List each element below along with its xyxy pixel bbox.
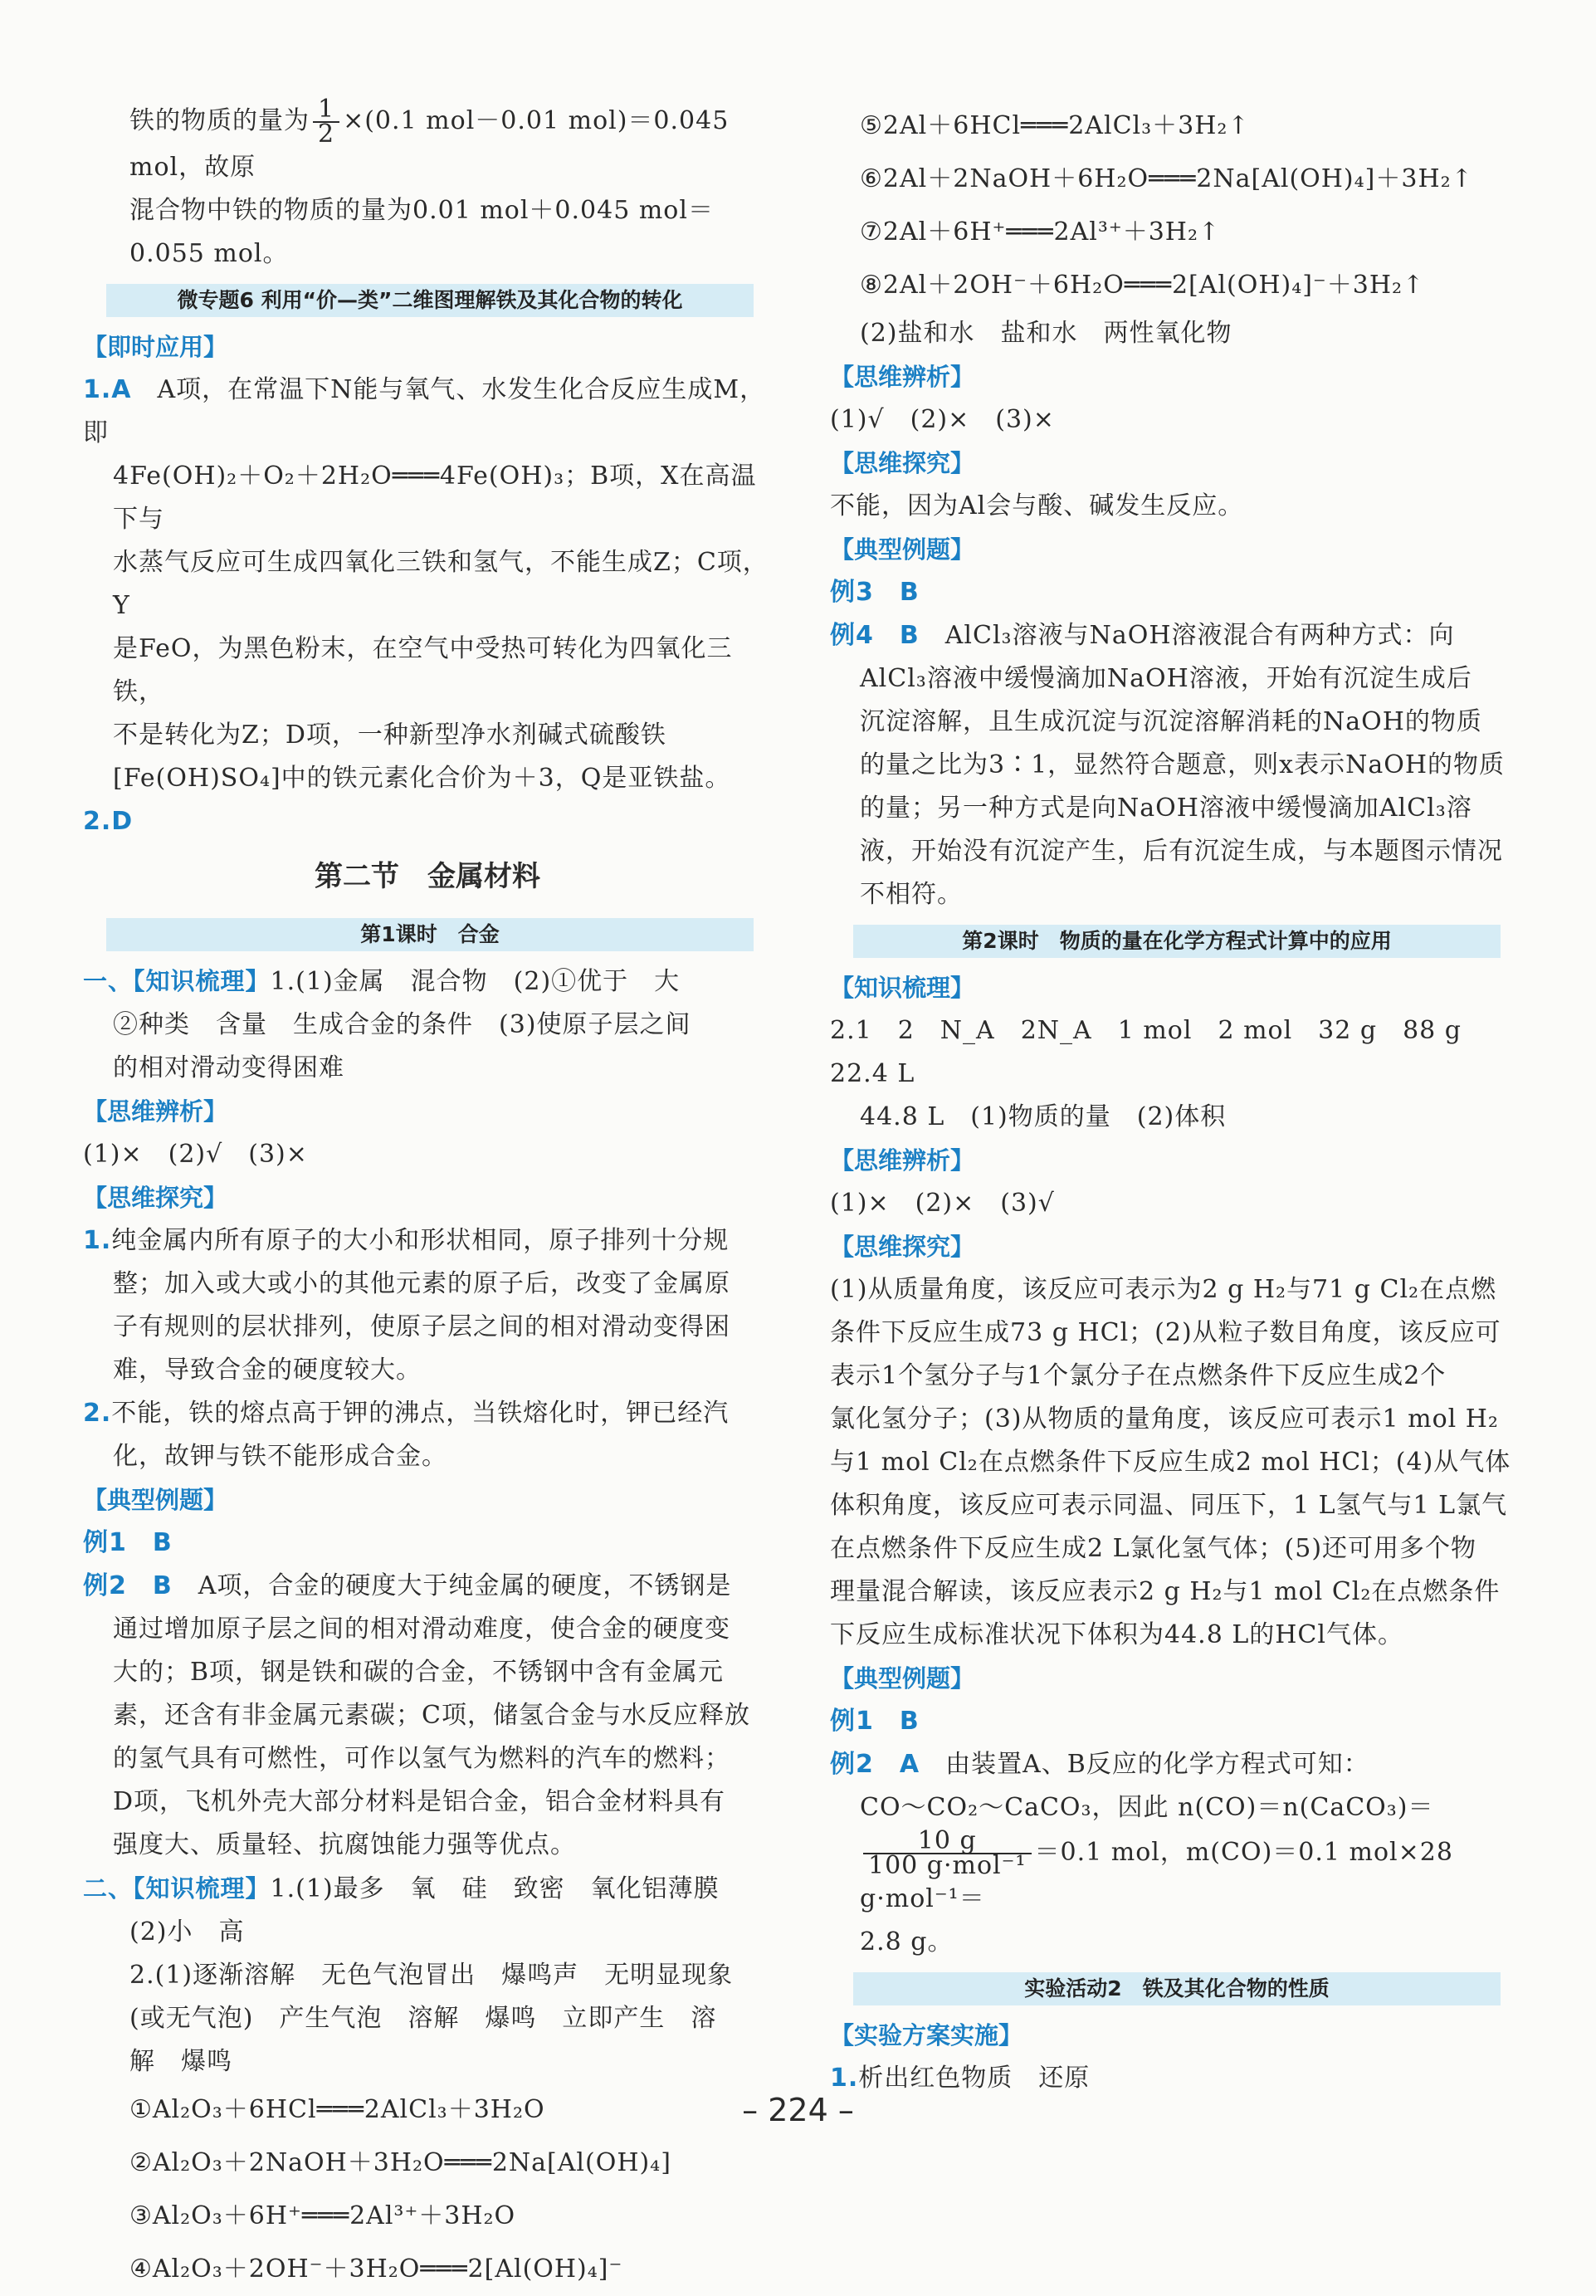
text-line: (或无气泡) 产生气泡 溶解 爆鸣 立即产生 溶 (129, 2004, 717, 2033)
tag-jishi-yingyong: 【即时应用】 (83, 333, 228, 361)
text-line: 强度大、质量轻、抗腐蚀能力强等优点。 (113, 1830, 576, 1859)
left-column (83, 95, 772, 2296)
text-line: 不是转化为Z；D项，一种新型净水剂碱式硫酸铁 (113, 721, 666, 750)
example-2: 例2 B A项，合金的硬度大于纯金属的硬度，不锈钢是 (83, 1571, 732, 1600)
text-line: 2.(1)逐渐溶解 无色气泡冒出 爆鸣声 无明显现象 (129, 1961, 734, 1990)
tag-dianxing-liti: 【典型例题】 (830, 535, 975, 564)
tag-siwei-tanjiu: 【思维探究】 (830, 449, 975, 477)
text-line: 整；加入或大或小的其他元素的原子后，改变了金属原 (113, 1269, 730, 1298)
bianxi-answers: (1)√ (2)× (3)× (830, 405, 1055, 434)
text-line: 的相对滑动变得困难 (113, 1053, 344, 1082)
text-line: 化，故钾与铁不能形成合金。 (113, 1442, 447, 1471)
tag-siwei-bianxi: 【思维辨析】 (83, 1097, 228, 1126)
equation: ③Al₂O₃＋6H⁺═══2Al³⁺＋3H₂O (129, 2201, 516, 2230)
question-1: 1.A A项，在常温下N能与氧气、水发生化合反应生成M，即 (83, 375, 766, 447)
activity-band: 实验活动2 铁及其化合物的性质 (853, 1972, 1501, 2005)
bianxi-answers: (1)× (2)√ (3)× (83, 1140, 308, 1169)
equation: ⑧2Al＋2OH⁻＋6H₂O═══2[Al(OH)₄]⁻＋3H₂↑ (860, 271, 1425, 300)
equation: ②Al₂O₃＋2NaOH＋3H₂O═══2Na[Al(OH)₄] (129, 2148, 671, 2177)
section-band: 微专题6 利用“价—类”二维图理解铁及其化合物的转化 (106, 284, 754, 317)
text-line: 混合物中铁的物质的量为0.01 mol＋0.045 mol＝0.055 mol。 (129, 196, 714, 268)
section-title: 第二节 金属材料 (315, 860, 540, 893)
text-line: 通过增加原子层之间的相对滑动难度，使合金的硬度变 (113, 1615, 730, 1644)
tag-zhishi-shuli: 【知识梳理】 (830, 974, 975, 1002)
text-line: 4Fe(OH)₂＋O₂＋2H₂O═══4Fe(OH)₃；B项，X在高温下与 (113, 462, 757, 534)
zhishi-line: 2.1 2 N_A 2N_A 1 mol 2 mol 32 g 88 g 22.4 L (830, 1016, 1487, 1088)
text-line: 子有规则的层状排列，使原子层之间的相对滑动变得困 (113, 1312, 730, 1341)
text-line: 素，还含有非金属元素碳；C项，储氢合金与水反应释放 (113, 1701, 750, 1730)
text-line: 大的；B项，钢是铁和碳的合金，不锈钢中含有金属元 (113, 1658, 725, 1687)
text-line: D项，飞机外壳大部分材料是铝合金，铝合金材料具有 (113, 1787, 726, 1816)
text-line: 沉淀溶解，且生成沉淀与沉淀溶解消耗的NaOH的物质 (860, 707, 1482, 736)
tag-siwei-tanjiu: 【思维探究】 (830, 1233, 975, 1261)
example-2: 例2 A 由装置A、B反应的化学方程式可知： (830, 1750, 1369, 1779)
text-line: 条件下反应生成73 g HCl；(2)从粒子数目角度，该反应可 (830, 1318, 1501, 1347)
question-2: 2.D (83, 807, 134, 836)
text-line: 的量之比为3∶1，显然符合题意，则x表示NaOH的物质 (860, 750, 1505, 779)
text-line: (2)盐和水 盐和水 两性氧化物 (860, 319, 1232, 348)
example-1: 例1 B (830, 1707, 920, 1736)
tanjiu-1: 1.纯金属内所有原子的大小和形状相同，原子排列十分规 (83, 1226, 730, 1255)
text-line: [Fe(OH)SO₄]中的铁元素化合价为＋3，Q是亚铁盐。 (113, 764, 731, 793)
text-line: 与1 mol Cl₂在点燃条件下反应生成2 mol HCl；(4)从气体 (830, 1448, 1511, 1477)
text-line: CO～CO₂～CaCO₃，因此 n(CO)＝n(CaCO₃)＝ (860, 1793, 1434, 1822)
equation: ⑤2Al＋6HCl═══2AlCl₃＋3H₂↑ (860, 111, 1250, 140)
text-line: 2.8 g。 (860, 1927, 954, 1956)
example-3: 例3 B (830, 578, 920, 607)
bianxi-answers: (1)× (2)× (3)√ (830, 1189, 1055, 1218)
lesson-band: 第1课时 合金 (106, 918, 754, 951)
text-line: 的量；另一种方式是向NaOH溶液中缓慢滴加AlCl₃溶 (860, 794, 1472, 823)
right-column (830, 100, 1519, 2100)
tanjiu-2: 2.不能，铁的熔点高于钾的沸点，当铁熔化时，钾已经汽 (83, 1399, 730, 1428)
equation: ⑥2Al＋2NaOH＋6H₂O═══2Na[Al(OH)₄]＋3H₂↑ (860, 164, 1473, 193)
example-4: 例4 B AlCl₃溶液与NaOH溶液混合有两种方式：向 (830, 621, 1455, 650)
tag-dianxing-liti: 【典型例题】 (830, 1664, 975, 1693)
equation: ④Al₂O₃＋2OH⁻＋3H₂O═══2[Al(OH)₄]⁻ (129, 2254, 623, 2284)
tanjiu-answer: 不能，因为Al会与酸、碱发生反应。 (830, 491, 1244, 520)
text-line: ②种类 含量 生成合金的条件 (3)使原子层之间 (113, 1010, 691, 1039)
text-line: (1)从质量角度，该反应可表示为2 g H₂与71 g Cl₂在点燃 (830, 1275, 1497, 1304)
text-line: 的氢气具有可燃性，可作以氢气为燃料的汽车的燃料； (113, 1744, 730, 1773)
text-line: $\frac{10 g}{\text{100 g·mol⁻¹}}$ ＝0.1 mol，m(CO)＝0.1 mol×28 g·mol⁻¹＝ (860, 1826, 1453, 1913)
text-line: 解 爆鸣 (129, 2047, 232, 2076)
tag-siwei-tanjiu: 【思维探究】 (83, 1184, 228, 1212)
tag-dianxing-liti: 【典型例题】 (83, 1486, 228, 1514)
text-line: 铁的物质的量为 $\frac{1}{2}$ ×(0.1 mol－0.01 mol)＝0.045 mol，故原 (129, 95, 730, 182)
example-1: 例1 B (83, 1528, 173, 1557)
part-1: 一、【知识梳理】1.(1)金属 混合物 (2)①优于 大 (83, 967, 681, 996)
equation: ⑦2Al＋6H⁺═══2Al³⁺＋3H₂↑ (860, 217, 1221, 247)
text-line: 体积角度，该反应可表示同温、同压下，1 L氢气与1 L氯气 (830, 1491, 1508, 1520)
text-line: 44.8 L (1)物质的量 (2)体积 (860, 1102, 1227, 1131)
text-line: 理量混合解读，该反应表示2 g H₂与1 mol Cl₂在点燃条件 (830, 1577, 1501, 1606)
lesson-band: 第2课时 物质的量在化学方程式计算中的应用 (853, 925, 1501, 958)
text-line: 不相符。 (860, 880, 963, 909)
text-line: 在点燃条件下反应生成2 L氯化氢气体；(5)还可用多个物 (830, 1534, 1477, 1563)
text-line: (2)小 高 (129, 1917, 245, 1947)
equation: ①Al₂O₃＋6HCl═══2AlCl₃＋3H₂O (129, 2095, 545, 2124)
text-line: 难，导致合金的硬度较大。 (113, 1356, 422, 1385)
text-line: 液，开始没有沉淀产生，后有沉淀生成，与本题图示情况 (860, 837, 1503, 866)
fraction: $\frac{10 g}{\text{100 g·mol⁻¹}}$ (863, 1829, 1032, 1878)
shiyan-1: 1.析出红色物质 还原 (830, 2064, 1091, 2093)
text-line: 表示1个氢分子与1个氯分子在点燃条件下反应生成2个 (830, 1361, 1447, 1390)
tag-siwei-bianxi: 【思维辨析】 (830, 363, 975, 391)
page-number: – 224 – (742, 2092, 854, 2128)
text-line: 氯化氢分子；(3)从物质的量角度，该反应可表示1 mol H₂ (830, 1404, 1499, 1434)
text-line: 是FeO，为黑色粉末，在空气中受热可转化为四氧化三铁， (113, 634, 733, 706)
tag-shiyan-fangan: 【实验方案实施】 (830, 2021, 1023, 2049)
tag-siwei-bianxi: 【思维辨析】 (830, 1146, 975, 1175)
text-line: 下反应生成标准状况下体积为44.8 L的HCl气体。 (830, 1620, 1403, 1649)
text-line: AlCl₃溶液中缓慢滴加NaOH溶液，开始有沉淀生成后 (860, 664, 1472, 693)
text-line: 水蒸气反应可生成四氧化三铁和氢气，不能生成Z；C项，Y (113, 548, 769, 620)
part-2: 二、【知识梳理】1.(1)最多 氧 硅 致密 氧化铝薄膜 (83, 1874, 720, 1903)
fraction: $\frac{1}{2}$ (313, 98, 339, 146)
